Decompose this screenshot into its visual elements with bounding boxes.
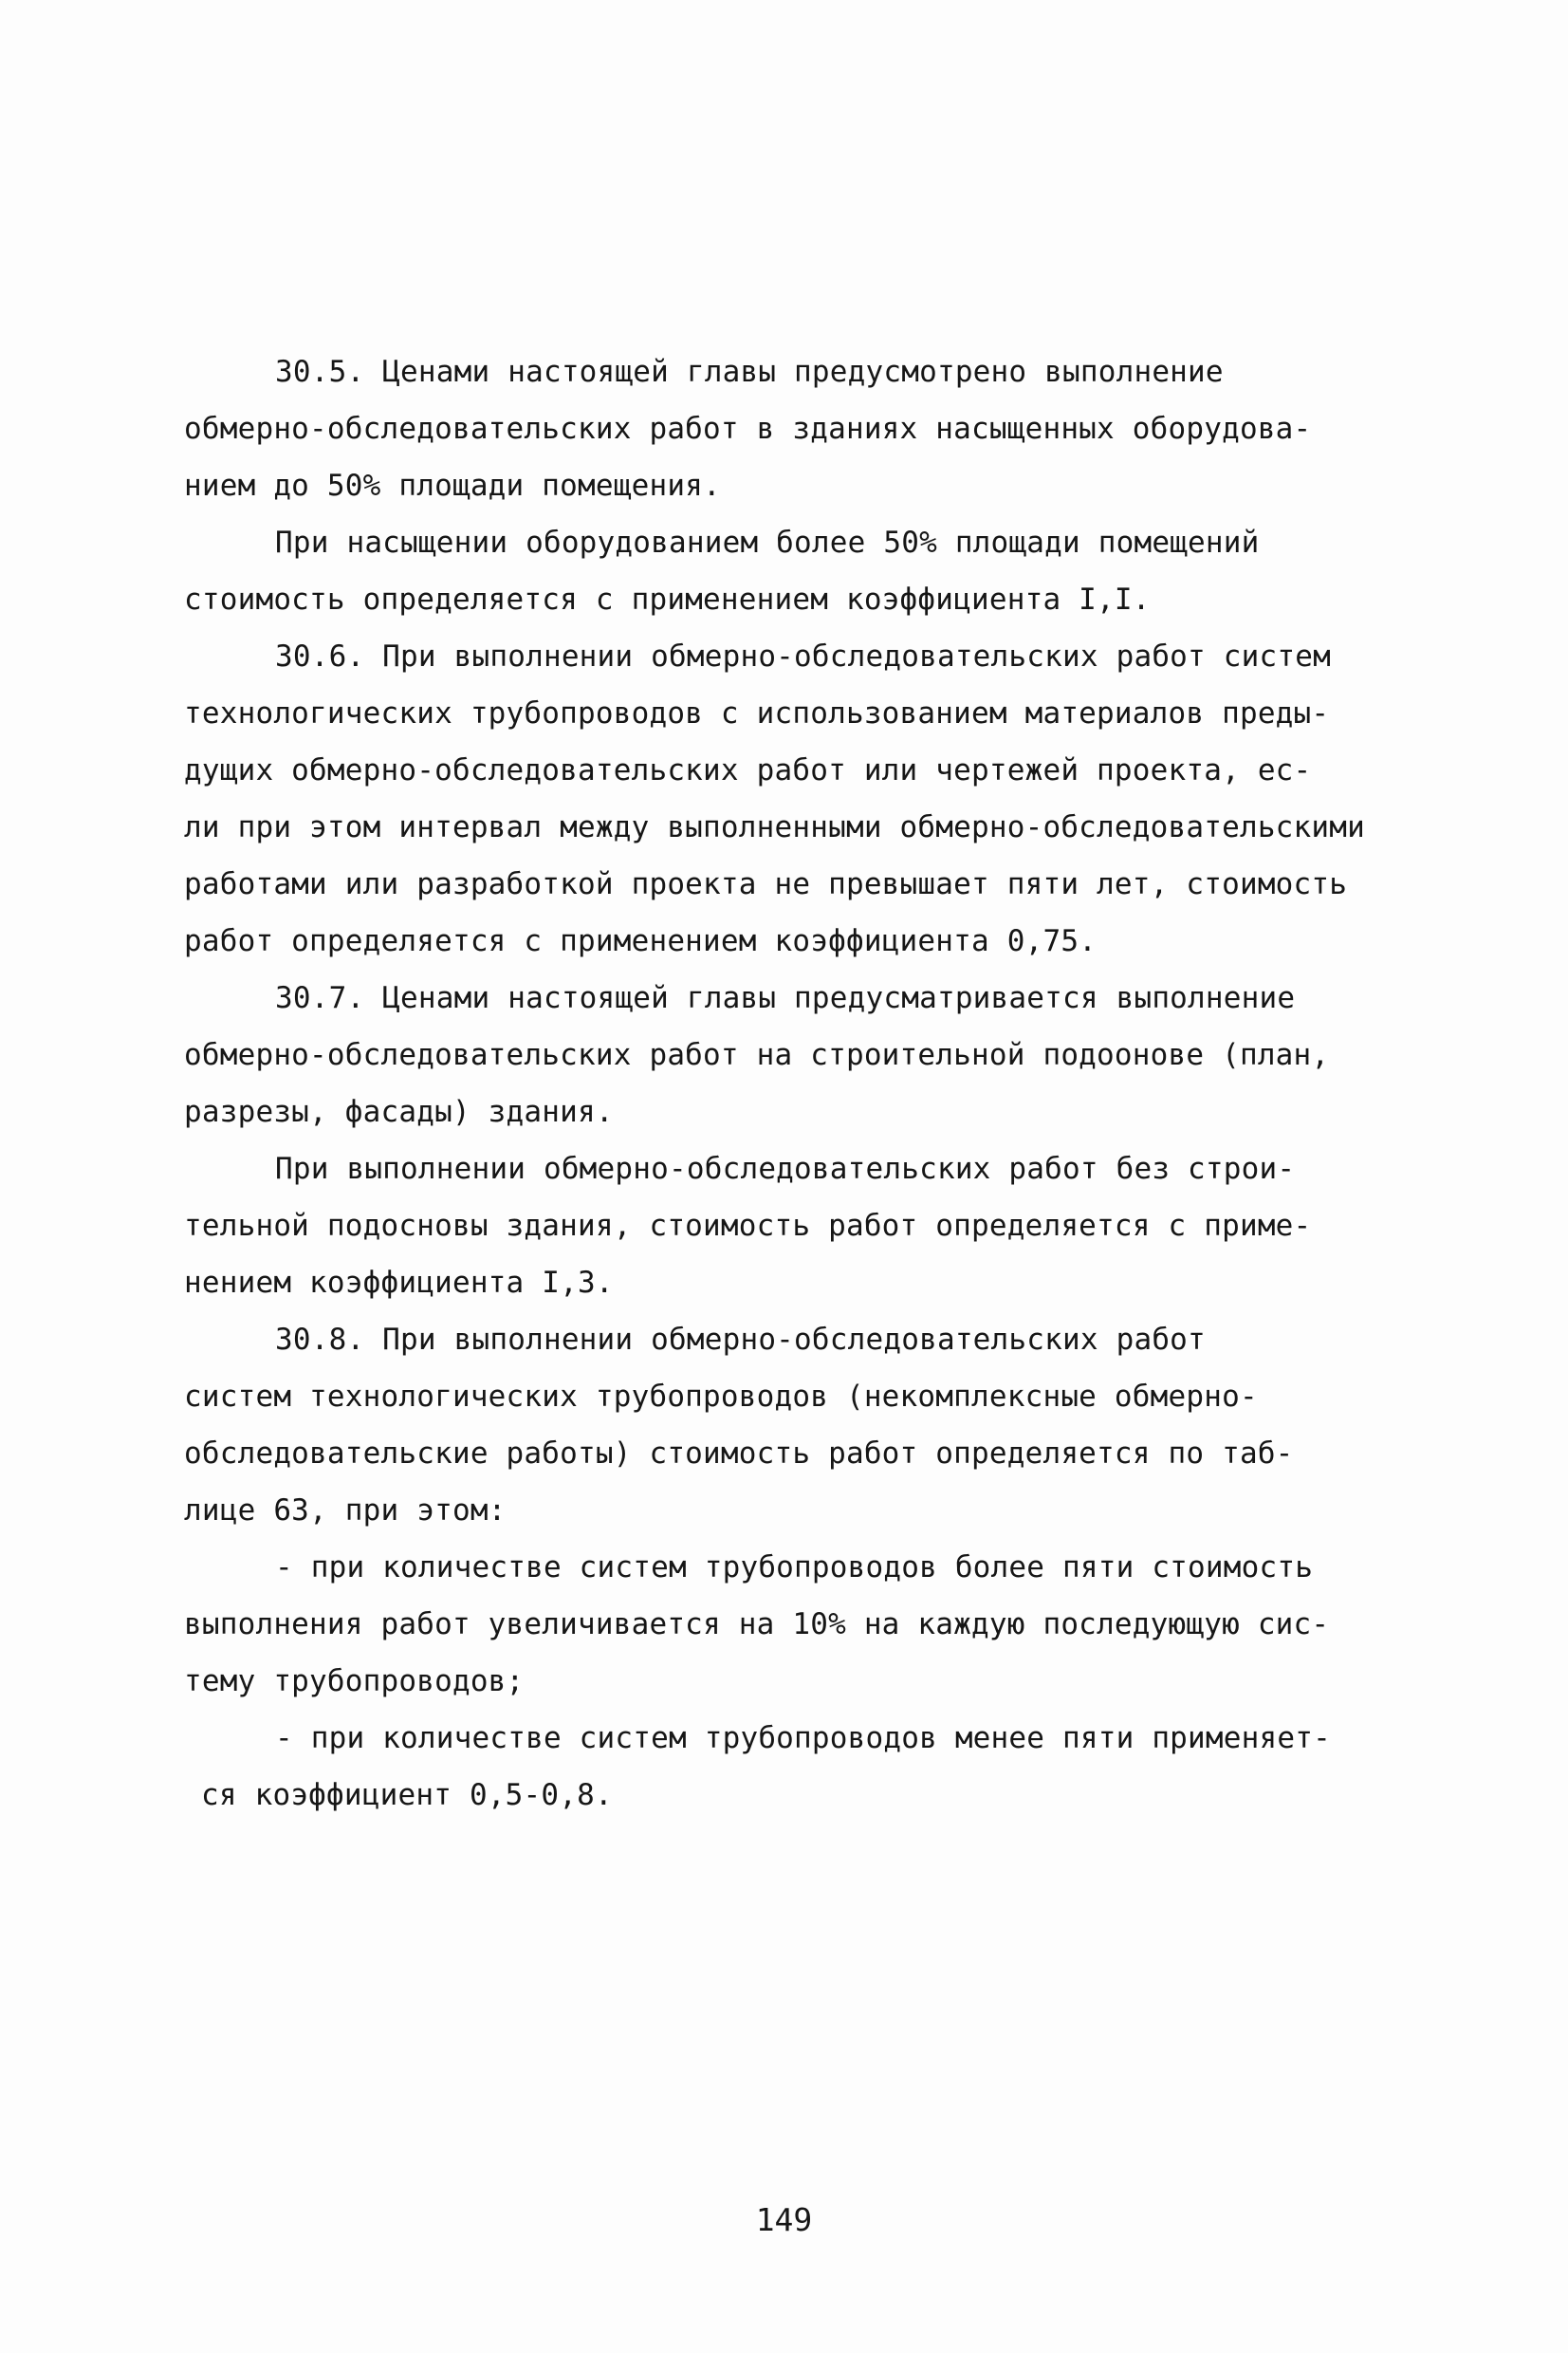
list-item-less-than-five-line-1: - при количестве систем трубопроводов менее пяти применяет- <box>275 1721 1331 1755</box>
paragraph-30-8-line-3: обследовательские работы) стоимость работ определяется по таб- <box>184 1436 1294 1471</box>
paragraph-30-6-line-4: ли при этом интервал между выполненными обмерно-обследовательскими <box>184 810 1365 844</box>
paragraph-30-5-line-3: нием до 50% площади помещения. <box>184 469 721 503</box>
paragraph-30-6-line-3: дущих обмерно-обследовательских работ или чертежей проекта, ес- <box>184 753 1312 787</box>
paragraph-30-6-line-6: работ определяется с применением коэффициента 0,75. <box>184 924 1098 958</box>
paragraph-saturation-line-1: При насыщении оборудованием более 50% площади помещений <box>275 526 1260 560</box>
list-item-less-than-five-line-2: ся коэффициент 0,5-0,8. <box>201 1778 613 1812</box>
paragraph-30-8-line-1: 30.8. При выполнении обмерно-обследовательских работ <box>275 1323 1206 1357</box>
list-item-more-than-five-line-2: выполнения работ увеличивается на 10% на каждую последующую сис- <box>184 1607 1330 1641</box>
page-number: 149 <box>755 2201 813 2238</box>
list-item-more-than-five-line-1: - при количестве систем трубопроводов более пяти стоимость <box>275 1550 1314 1584</box>
paragraph-30-7-line-3: разрезы, фасады) здания. <box>184 1095 614 1129</box>
paragraph-30-7-line-1: 30.7. Ценами настоящей главы предусматривается выполнение <box>275 981 1296 1015</box>
paragraph-30-8-line-2: систем технологических трубопроводов (некомплексные обмерно- <box>184 1380 1258 1414</box>
paragraph-30-6-line-1: 30.6. При выполнении обмерно-обследовательских работ систем <box>275 639 1331 674</box>
paragraph-30-5-line-2: обмерно-обследовательских работ в зданиях насыщенных оборудова- <box>184 412 1312 446</box>
paragraph-30-7-line-2: обмерно-обследовательских работ на строительной подоонове (план, <box>184 1038 1330 1072</box>
paragraph-no-basis-line-1: При выполнении обмерно-обследовательских работ без строи- <box>275 1152 1296 1186</box>
list-item-more-than-five-line-3: тему трубопроводов; <box>184 1664 525 1698</box>
paragraph-no-basis-line-2: тельной подосновы здания, стоимость работ определяется с приме- <box>184 1209 1312 1243</box>
paragraph-30-5-line-1: 30.5. Ценами настоящей главы предусмотрено выполнение <box>275 355 1224 389</box>
body-text <box>184 343 1417 1824</box>
paragraph-30-6-line-2: технологических трубопроводов с использованием материалов преды- <box>184 696 1330 731</box>
paragraph-saturation-line-2: стоимость определяется с применением коэффициента I,I. <box>184 583 1151 617</box>
paragraph-30-8-line-4: лице 63, при этом: <box>184 1493 507 1528</box>
paragraph-30-6-line-5: работами или разработкой проекта не превышает пяти лет, стоимость <box>184 867 1348 901</box>
paragraph-no-basis-line-3: нением коэффициента I,3. <box>184 1266 614 1300</box>
